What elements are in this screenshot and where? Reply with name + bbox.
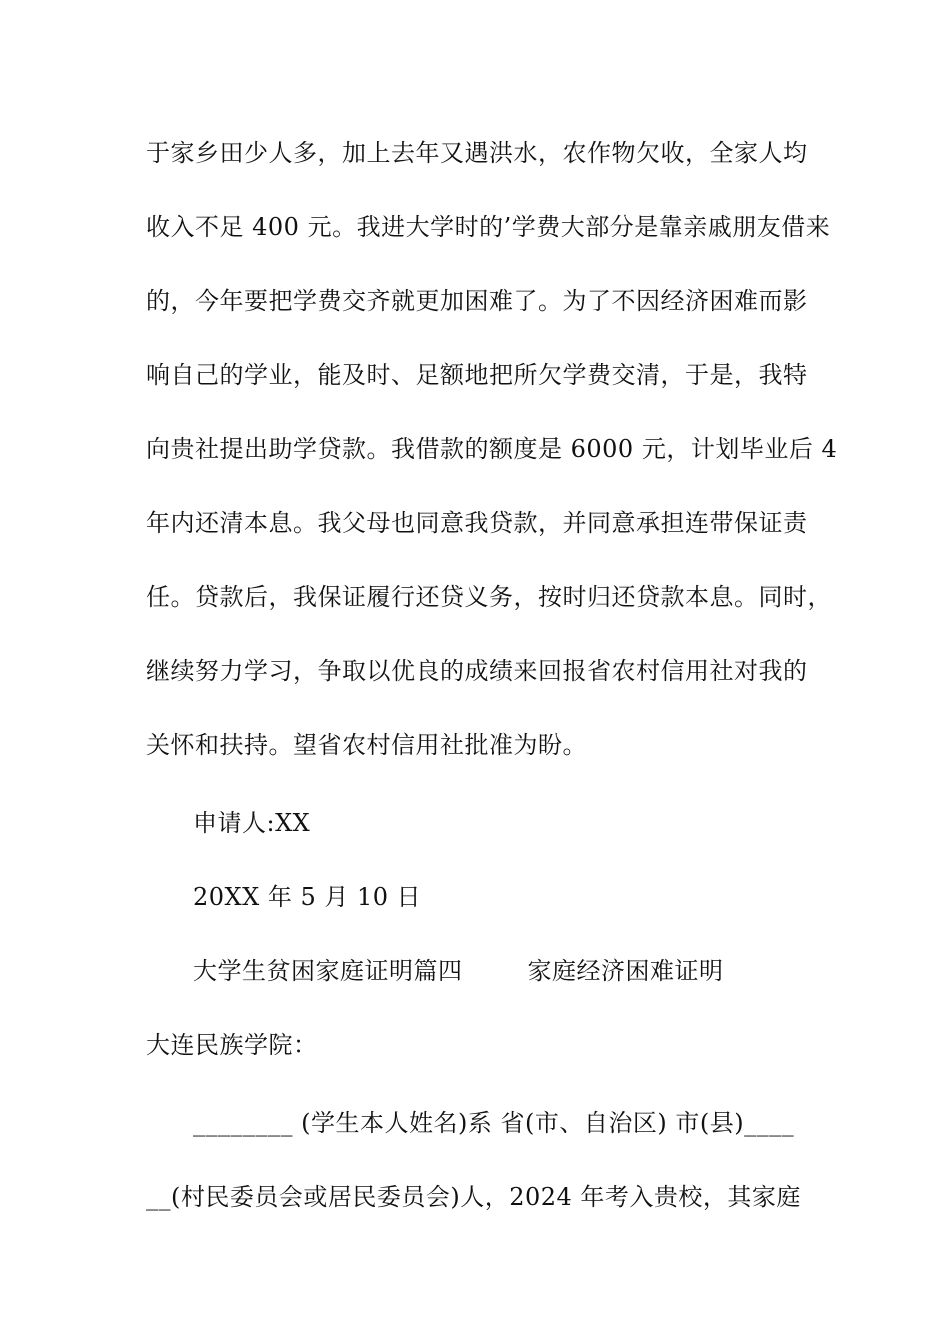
paragraph-line-8: 继续努力学习，争取以优良的成绩来回报省农村信用社对我的	[146, 657, 808, 685]
paragraph-line-6: 年内还清本息。我父母也同意我贷款，并同意承担连带保证责	[146, 509, 808, 537]
paragraph-line-1: 于家乡田少人多，加上去年又遇洪水，农作物欠收，全家人均	[146, 139, 808, 167]
paragraph-line-3: 的，今年要把学费交齐就更加困难了。为了不因经济困难而影	[146, 287, 808, 315]
applicant-signature: 申请人:XX	[193, 809, 311, 837]
paragraph-line-9: 关怀和扶持。望省农村信用社批准为盼。	[146, 731, 587, 759]
paragraph-line-5: 向贵社提出助学贷款。我借款的额度是 6000 元，计划毕业后 4	[146, 435, 838, 463]
section-heading: 大学生贫困家庭证明篇四 家庭经济困难证明	[193, 957, 724, 985]
paragraph-line-2: 收入不足 400 元。我进大学时的’学费大部分是靠亲戚朋友借来	[146, 213, 831, 241]
certificate-line-2: __(村民委员会或居民委员会)人，2024 年考入贵校，其家庭	[146, 1183, 801, 1211]
paragraph-line-7: 任。贷款后，我保证履行还贷义务，按时归还贷款本息。同时，	[146, 583, 832, 611]
paragraph-line-4: 响自己的学业，能及时、足额地把所欠学费交清，于是，我特	[146, 361, 808, 389]
application-date: 20XX 年 5 月 10 日	[193, 883, 422, 911]
certificate-line-1: ________ (学生本人姓名)系 省(市、自治区) 市(县)____	[193, 1109, 795, 1137]
recipient-line: 大连民族学院：	[146, 1031, 318, 1059]
